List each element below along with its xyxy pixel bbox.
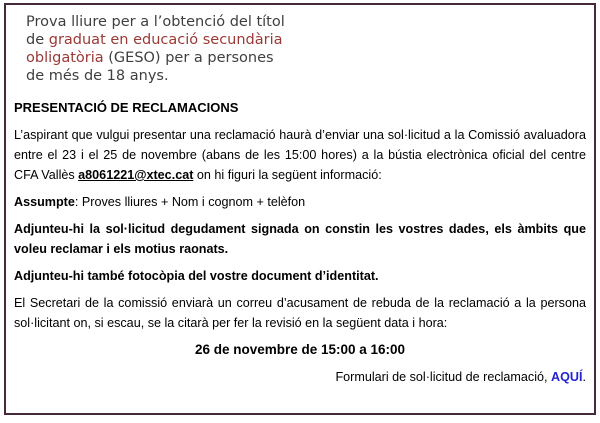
form-link-line	[14, 367, 586, 387]
section-heading: PRESENTACIÓ DE RECLAMACIONS	[14, 100, 239, 115]
intro-text-3: (GESO) per a persones	[103, 50, 274, 66]
intro-line-4	[26, 67, 586, 85]
intro-text-4: de més de 18 anys.	[26, 68, 169, 84]
intro-highlight-end: obligatòria	[26, 50, 104, 66]
paragraph-application	[14, 125, 586, 185]
intro-line-1	[26, 13, 586, 31]
form-link-text: Formulari de sol·licitud de reclamació,	[335, 370, 552, 384]
aqui-link[interactable]: AQUÍ	[551, 370, 583, 384]
paragraph-secretary: El Secretari de la comissió enviarà un correu d’acusament de rebuda de la reclamació a la persona sol·licitant on, si escau, se la citarà per fer la revisió en la següent data i hora:	[14, 296, 586, 330]
intro-line-3	[26, 49, 586, 67]
paragraph-attach-id: Adjunteu-hi també fotocòpia del vostre document d’identitat.	[14, 269, 379, 283]
intro-highlight-start: graduat en educació secundària	[48, 32, 283, 48]
email-link[interactable]: a8061221@xtec.cat	[78, 168, 194, 182]
subject-line	[14, 192, 586, 212]
intro-text-2: de	[26, 32, 49, 48]
intro-paragraph	[26, 13, 586, 85]
review-date-line: 26 de novembre de 15:00 a 16:00	[194, 342, 406, 357]
document-box	[4, 3, 596, 415]
notice-body	[14, 98, 586, 387]
subject-label: Assumpte	[14, 195, 75, 209]
intro-text-1: Prova lliure per a l’obtenció del títol	[26, 14, 285, 30]
intro-line-2	[26, 31, 586, 49]
p1-text-after: on hi figuri la següent informació:	[193, 168, 382, 182]
form-link-period: .	[582, 370, 586, 384]
subject-value: : Proves lliures + Nom i cognom + telèfon	[74, 195, 306, 209]
p1-text-before: L’aspirant que vulgui presentar una reclamació haurà d’enviar una sol·licitud a la Comissió avaluadora entre el 23 i el 25 de novembre (abans de les 15:00 hores) a la bústia electrònica oficial del centre CFA Vallès	[14, 128, 586, 182]
paragraph-attach-signed: Adjunteu-hi la sol·licitud degudament signada on constin les vostres dades, els àmbits que voleu reclamar i els motius raonats.	[14, 222, 586, 256]
